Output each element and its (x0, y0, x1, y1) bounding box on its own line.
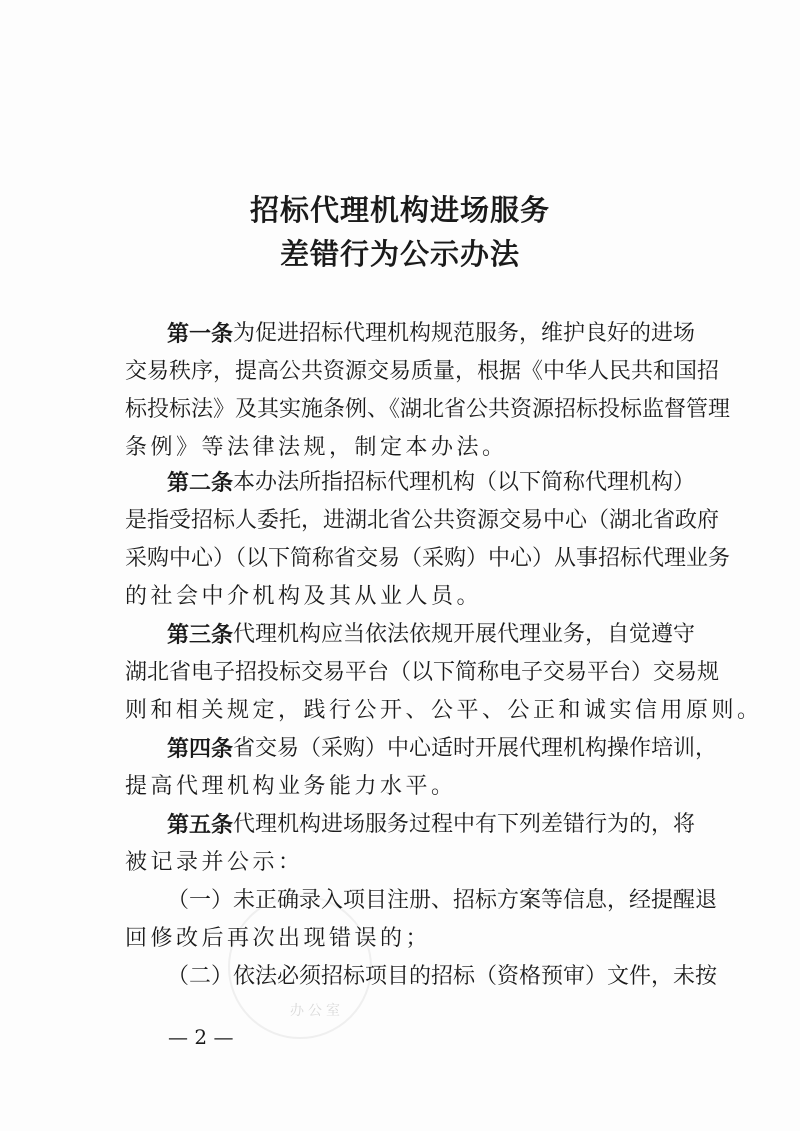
article-4-first-line (167, 731, 718, 767)
article-5-line-1: 代理机构进场服务过程中有下列差错行为的，将 (233, 812, 696, 837)
article-3-line-3: 则和相关规定，践行公开、公平、公正和诚实信用原则。 (125, 698, 763, 723)
article-1-first-line (167, 316, 695, 352)
article-3-line-2: 湖北省电子招投标交易平台（以下简称电子交易平台）交易规 (125, 660, 720, 685)
article-1-line-4: 条例》等法律法规，制定本办法。 (125, 435, 508, 460)
article-2-line-1: 本办法所指招标代理机构（以下简称代理机构） (233, 470, 696, 495)
article-5-line-2: 被记录并公示： (125, 850, 304, 875)
item-1-line-1: （一）未正确录入项目注册、招标方案等信息，经提醒退 (167, 888, 718, 913)
article-3-line-1: 代理机构应当依法依规开展代理业务，自觉遵守 (233, 622, 696, 647)
page-number: — 2 — (168, 1025, 234, 1049)
item-2-line-1: （二）依法必须招标项目的招标（资格预审）文件，未按 (167, 964, 718, 989)
article-2-line-3: 采购中心）（以下简称省交易（采购）中心）从事招标代理业务 (125, 546, 731, 571)
article-4-line-2: 提高代理机构业务能力水平。 (125, 774, 457, 799)
article-1-line-1: 为促进招标代理机构规范服务，维护良好的进场 (233, 321, 696, 346)
article-5-first-line (167, 807, 695, 843)
article-4-line-1: 省交易（采购）中心适时开展代理机构操作培训， (233, 736, 718, 761)
article-5-label: 第五条 (167, 812, 234, 838)
article-2-line-4: 的社会中介机构及其从业人员。 (125, 584, 483, 609)
article-3-label: 第三条 (167, 622, 234, 648)
article-3-first-line (167, 617, 695, 653)
document-title-line-1: 招标代理机构进场服务 (249, 193, 550, 227)
article-1-line-3: 标投标法》及其实施条例、《湖北省公共资源招标投标监督管理 (125, 397, 731, 422)
article-1-label: 第一条 (167, 321, 234, 347)
article-2-label: 第二条 (167, 470, 234, 496)
faded-seal-text: 办公室 (290, 1003, 344, 1019)
article-4-label: 第四条 (167, 736, 234, 762)
article-2-first-line (167, 465, 695, 501)
document-title-line-2: 差错行为公示办法 (279, 237, 520, 271)
article-1-line-2: 交易秩序，提高公共资源交易质量，根据《中华人民共和国招 (125, 359, 720, 384)
item-1-line-2: 回修改后再次出现错误的； (125, 926, 432, 951)
article-2-line-2: 是指受招标人委托，进湖北省公共资源交易中心（湖北省政府 (125, 508, 720, 533)
